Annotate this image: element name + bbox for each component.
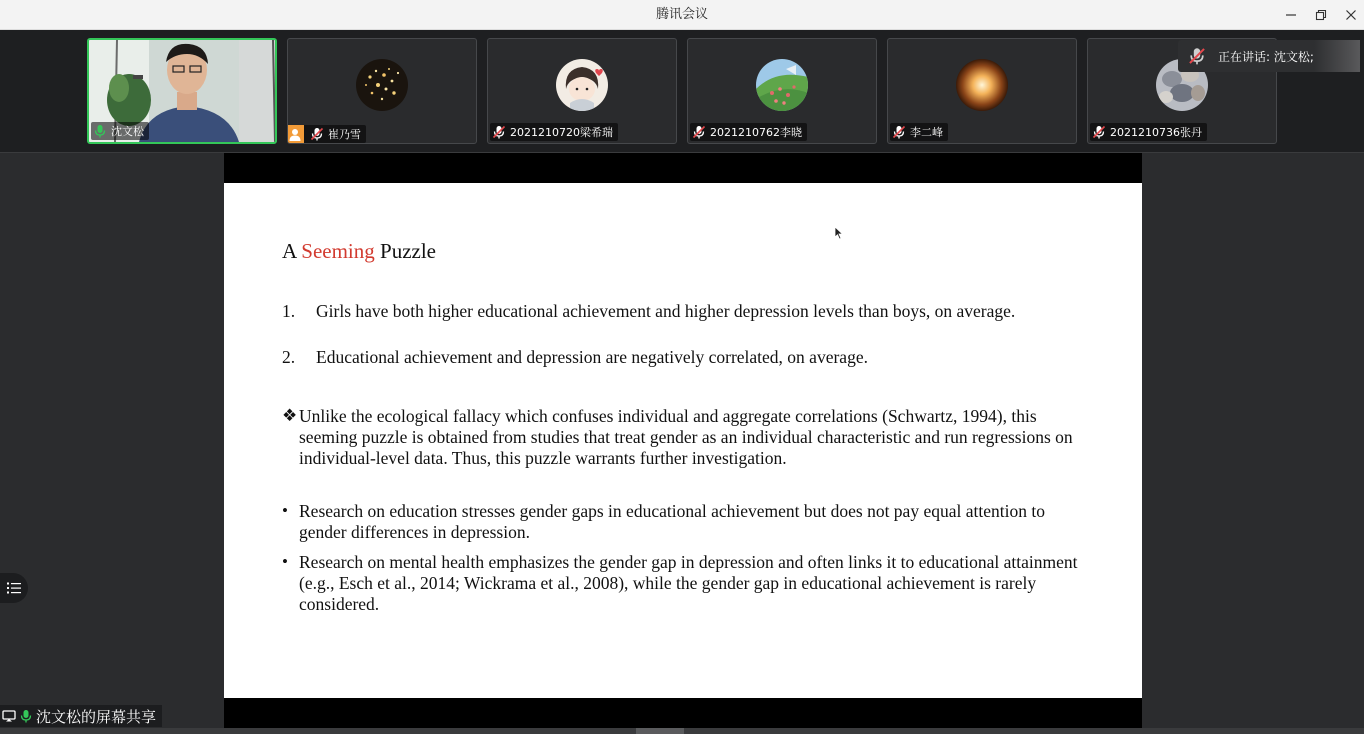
mic-on-icon <box>93 124 107 138</box>
minimize-icon <box>1285 9 1297 21</box>
item-number: 2. <box>282 347 296 367</box>
participant-tile-4[interactable] <box>687 38 877 144</box>
participant-tile-5[interactable] <box>887 38 1077 144</box>
speaking-indicator <box>1178 40 1360 72</box>
screen-share-label <box>0 705 162 727</box>
item-text: Girls have both higher educational achievement and higher depression levels than boys, on average. <box>316 301 1016 321</box>
window-title: 腾讯会议 <box>655 7 708 22</box>
bottom-scrollbar[interactable] <box>0 728 1364 734</box>
participant-label <box>890 123 948 141</box>
participant-label <box>690 123 807 141</box>
participant-label <box>91 122 149 140</box>
mic-muted-icon <box>1188 47 1206 65</box>
participant-strip <box>0 30 1364 153</box>
numbered-item-1 <box>282 301 1015 322</box>
participant-name: 2021210720梁希瑞 <box>510 126 613 139</box>
share-label-text: 沈文松的屏幕共享 <box>36 707 157 726</box>
cartoon-girl-avatar <box>556 59 608 111</box>
bullet-paragraph-1: Research on education stresses gender gaps in educational achievement but does not pay equal attention to gender differences in depression. <box>299 501 1045 542</box>
participant-name: 沈文松 <box>111 125 144 138</box>
close-icon <box>1345 9 1357 21</box>
mic-muted-icon <box>492 125 506 139</box>
item-number: 1. <box>282 301 296 321</box>
participant-label <box>490 123 618 141</box>
participant-label <box>288 125 366 143</box>
participant-tile-1[interactable] <box>87 38 277 144</box>
mic-muted-icon <box>1092 125 1106 139</box>
user-icon <box>287 125 304 143</box>
candle-avatar <box>956 59 1008 111</box>
night-lights-avatar <box>356 59 408 111</box>
participant-name: 崔乃雪 <box>328 128 361 141</box>
participant-name: 李二峰 <box>910 126 943 139</box>
member-list-button[interactable] <box>0 573 28 603</box>
bullet-icon: • <box>282 552 288 571</box>
speaking-fade <box>1314 40 1360 72</box>
minimize-button[interactable] <box>1276 0 1306 30</box>
title-bar <box>0 0 1364 30</box>
mic-muted-icon <box>892 125 906 139</box>
mouse-cursor-icon <box>834 226 844 240</box>
bullet-icon: • <box>282 501 288 520</box>
green-hill-avatar <box>756 59 808 111</box>
diamond-bullet-icon: ❖ <box>282 406 298 425</box>
screen-share-icon <box>2 709 16 723</box>
scrollbar-thumb[interactable] <box>636 728 684 734</box>
participant-tile-2[interactable] <box>287 38 477 144</box>
slide-title-highlight: Seeming <box>301 239 375 263</box>
participant-name: 2021210736张丹 <box>1110 126 1202 139</box>
bullet-paragraph-2: Research on mental health emphasizes the gender gap in depression and often links it to educational attainment (e.g., Esch et al., 2014; Wickrama et al., 2008), while the gender gap in educational achievement is rarely considered. <box>299 552 1078 614</box>
mic-muted-icon <box>310 127 324 141</box>
slide-title-suffix: Puzzle <box>374 239 436 263</box>
participant-name: 2021210762李晓 <box>710 126 802 139</box>
restore-icon <box>1315 9 1327 21</box>
item-text: Educational achievement and depression are negatively correlated, on average. <box>316 347 868 367</box>
presentation-slide <box>224 183 1142 698</box>
list-icon <box>6 581 22 595</box>
participant-tile-3[interactable] <box>487 38 677 144</box>
mic-muted-icon <box>692 125 706 139</box>
restore-button[interactable] <box>1306 0 1336 30</box>
slide-title-prefix: A <box>282 239 302 263</box>
mic-on-icon <box>19 709 33 723</box>
speaking-text: 正在讲话: 沈文松; <box>1218 49 1314 64</box>
participant-label <box>1090 123 1207 141</box>
numbered-item-2 <box>282 347 868 368</box>
diamond-paragraph: Unlike the ecological fallacy which confuses individual and aggregate correlations (Schwartz, 1994), this seeming puzzle is obtained from studies that treat gender as an individual characteristic and run regressions on individual-level data. Thus, this puzzle warrants further investigation. <box>299 406 1073 468</box>
close-button[interactable] <box>1336 0 1364 30</box>
slide-title <box>282 239 436 264</box>
